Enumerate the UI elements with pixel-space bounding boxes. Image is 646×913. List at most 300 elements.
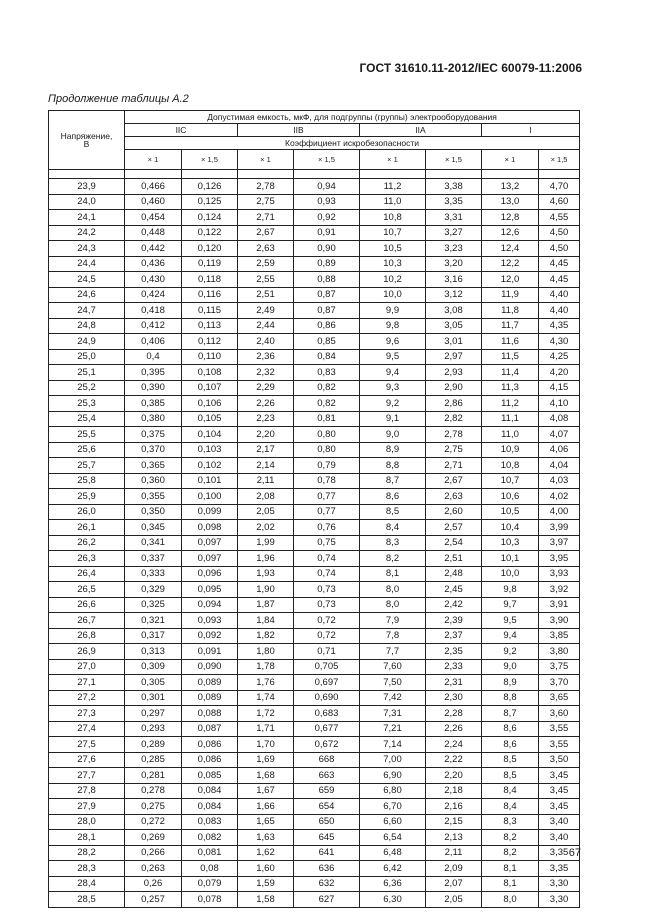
capacitance-cell: 0,092: [182, 628, 238, 644]
capacitance-cell: 0,293: [125, 721, 182, 737]
capacitance-cell: 3,12: [426, 287, 482, 303]
capacitance-cell: 0,73: [294, 597, 360, 613]
capacitance-cell: 10,9: [482, 442, 539, 458]
capacitance-cell: 0,74: [294, 551, 360, 567]
capacitance-cell: 2,23: [238, 411, 294, 427]
capacitance-cell: 1,87: [238, 597, 294, 613]
capacitance-cell: 0,098: [182, 520, 238, 536]
capacitance-cell: 0,090: [182, 659, 238, 675]
capacitance-cell: 0,87: [294, 303, 360, 319]
capacitance-cell: 2,11: [238, 473, 294, 489]
capacitance-cell: 0,412: [125, 318, 182, 334]
capacitance-cell: 1,69: [238, 752, 294, 768]
voltage-cell: 25,7: [49, 458, 125, 474]
capacitance-cell: 1,84: [238, 613, 294, 629]
table-row: [49, 334, 580, 350]
capacitance-cell: 9,4: [482, 628, 539, 644]
capacitance-cell: 0,91: [294, 225, 360, 241]
capacitance-cell: 0,085: [182, 768, 238, 784]
capacitance-cell: 0,088: [182, 706, 238, 722]
capacitance-cell: 2,24: [426, 737, 482, 753]
capacitance-cell: 7,31: [360, 706, 426, 722]
capacitance-cell: 0,105: [182, 411, 238, 427]
capacitance-cell: 6,48: [360, 845, 426, 861]
capacitance-cell: 2,67: [426, 473, 482, 489]
table-row: [49, 597, 580, 613]
capacitance-cell: 8,7: [360, 473, 426, 489]
capacitance-cell: 2,40: [238, 334, 294, 350]
table-row: [49, 566, 580, 582]
voltage-cell: 25,1: [49, 365, 125, 381]
capacitance-cell: 4,08: [539, 411, 580, 427]
capacitance-cell: 2,05: [238, 504, 294, 520]
capacitance-cell: 0,107: [182, 380, 238, 396]
capacitance-cell: 3,05: [426, 318, 482, 334]
multiplier-header: × 1: [360, 150, 426, 170]
capacitance-cell: 0,101: [182, 473, 238, 489]
capacitance-cell: 2,93: [426, 365, 482, 381]
capacitance-cell: 0,08: [182, 861, 238, 877]
voltage-cell: 24,6: [49, 287, 125, 303]
capacitance-cell: 9,1: [360, 411, 426, 427]
capacitance-cell: 8,4: [360, 520, 426, 536]
capacitance-cell: 10,7: [482, 473, 539, 489]
capacitance-cell: 2,75: [238, 194, 294, 210]
capacitance-cell: 0,325: [125, 597, 182, 613]
capacitance-cell: 632: [294, 876, 360, 892]
voltage-cell: 27,2: [49, 690, 125, 706]
capacitance-cell: 0,77: [294, 489, 360, 505]
capacitance-cell: 6,42: [360, 861, 426, 877]
table-row: [49, 845, 580, 861]
capacitance-cell: 0,297: [125, 706, 182, 722]
capacitance-cell: 9,5: [360, 349, 426, 365]
capacitance-cell: 4,03: [539, 473, 580, 489]
capacitance-cell: 13,2: [482, 179, 539, 195]
capacitance-cell: 8,1: [482, 861, 539, 877]
capacitance-cell: 10,4: [482, 520, 539, 536]
capacitance-cell: 0,100: [182, 489, 238, 505]
capacitance-cell: 0,4: [125, 349, 182, 365]
voltage-cell: 27,5: [49, 737, 125, 753]
capacitance-cell: 6,80: [360, 783, 426, 799]
capacitance-cell: 2,54: [426, 535, 482, 551]
capacitance-cell: 8,2: [482, 830, 539, 846]
voltage-cell: 27,8: [49, 783, 125, 799]
capacitance-cell: 0,087: [182, 721, 238, 737]
capacitance-cell: 4,55: [539, 210, 580, 226]
capacitance-cell: 0,104: [182, 427, 238, 443]
capacitance-cell: 0,301: [125, 690, 182, 706]
capacitance-cell: 0,081: [182, 845, 238, 861]
capacitance-cell: 0,75: [294, 535, 360, 551]
capacitance-cell: 2,45: [426, 582, 482, 598]
capacitance-cell: 0,71: [294, 644, 360, 660]
capacitance-cell: 11,0: [482, 427, 539, 443]
capacitance-cell: 1,72: [238, 706, 294, 722]
capacitance-cell: 7,60: [360, 659, 426, 675]
multiplier-header: × 1: [238, 150, 294, 170]
capacitance-cell: 4,20: [539, 365, 580, 381]
capacitance-cell: 668: [294, 752, 360, 768]
capacitance-cell: 0,124: [182, 210, 238, 226]
table-row: [49, 628, 580, 644]
voltage-cell: 26,5: [49, 582, 125, 598]
capacitance-cell: 2,75: [426, 442, 482, 458]
table-row: [49, 442, 580, 458]
capacitance-cell: 0,90: [294, 241, 360, 257]
capacitance-cell: 0,281: [125, 768, 182, 784]
capacitance-cell: 2,07: [426, 876, 482, 892]
capacitance-cell: 4,45: [539, 272, 580, 288]
table-row: [49, 380, 580, 396]
capacitance-cell: 4,60: [539, 194, 580, 210]
table-row: [49, 427, 580, 443]
table-row: [49, 318, 580, 334]
capacitance-cell: 10,0: [482, 566, 539, 582]
capacitance-cell: 12,2: [482, 256, 539, 272]
capacitance-cell: 9,9: [360, 303, 426, 319]
capacitance-cell: 4,04: [539, 458, 580, 474]
table-caption: Продолжение таблицы А.2: [48, 93, 189, 105]
capacitance-cell: 2,15: [426, 814, 482, 830]
capacitance-cell: 3,95: [539, 551, 580, 567]
capacitance-cell: 4,40: [539, 287, 580, 303]
table-row: [49, 504, 580, 520]
voltage-cell: 28,5: [49, 892, 125, 908]
capacitance-cell: 3,27: [426, 225, 482, 241]
capacitance-cell: 3,55: [539, 721, 580, 737]
multiplier-header: × 1,5: [426, 150, 482, 170]
capacitance-cell: 0,089: [182, 690, 238, 706]
voltage-cell: 26,4: [49, 566, 125, 582]
voltage-cell: 28,0: [49, 814, 125, 830]
capacitance-cell: 0,94: [294, 179, 360, 195]
table-row: [49, 241, 580, 257]
capacitance-cell: 0,395: [125, 365, 182, 381]
capacitance-cell: 2,20: [238, 427, 294, 443]
table-row: [49, 830, 580, 846]
table-row: [49, 303, 580, 319]
capacitance-cell: 0,683: [294, 706, 360, 722]
capacitance-cell: 2,60: [426, 504, 482, 520]
capacitance-cell: 0,83: [294, 365, 360, 381]
voltage-cell: 24,2: [49, 225, 125, 241]
table-row: [49, 272, 580, 288]
capacitance-cell: 0,424: [125, 287, 182, 303]
table-row: [49, 892, 580, 908]
capacitance-cell: 2,26: [426, 721, 482, 737]
capacitance-cell: 0,329: [125, 582, 182, 598]
capacitance-cell: 0,84: [294, 349, 360, 365]
capacitance-cell: 0,442: [125, 241, 182, 257]
capacitance-cell: 4,00: [539, 504, 580, 520]
capacitance-cell: 3,90: [539, 613, 580, 629]
capacitance-cell: 8,8: [482, 690, 539, 706]
capacitance-cell: 3,65: [539, 690, 580, 706]
capacitance-cell: 3,60: [539, 706, 580, 722]
table-row: [49, 799, 580, 815]
capacitance-cell: 1,63: [238, 830, 294, 846]
capacitance-cell: 2,57: [426, 520, 482, 536]
table-row: [49, 458, 580, 474]
capacitance-cell: 2,16: [426, 799, 482, 815]
capacitance-cell: 3,38: [426, 179, 482, 195]
capacitance-cell: 9,2: [482, 644, 539, 660]
capacitance-cell: 0,460: [125, 194, 182, 210]
capacitance-cell: 0,89: [294, 256, 360, 272]
voltage-cell: 26,9: [49, 644, 125, 660]
capacitance-cell: 3,31: [426, 210, 482, 226]
voltage-cell: 26,0: [49, 504, 125, 520]
capacitance-cell: 11,6: [482, 334, 539, 350]
capacitance-cell: 1,96: [238, 551, 294, 567]
capacitance-cell: 0,082: [182, 830, 238, 846]
capacitance-cell: 0,345: [125, 520, 182, 536]
capacitance-cell: 6,60: [360, 814, 426, 830]
capacitance-cell: 0,697: [294, 675, 360, 691]
capacitance-cell: 0,106: [182, 396, 238, 412]
table-body: [49, 179, 580, 908]
capacitance-cell: 2,44: [238, 318, 294, 334]
capacitance-cell: 0,74: [294, 566, 360, 582]
capacitance-cell: 2,14: [238, 458, 294, 474]
capacitance-cell: 1,74: [238, 690, 294, 706]
capacitance-cell: 8,6: [482, 737, 539, 753]
capacitance-cell: 2,63: [426, 489, 482, 505]
capacitance-cell: 0,76: [294, 520, 360, 536]
capacitance-cell: 2,97: [426, 349, 482, 365]
capacitance-cell: 7,42: [360, 690, 426, 706]
voltage-cell: 26,1: [49, 520, 125, 536]
capacitance-cell: 4,15: [539, 380, 580, 396]
voltage-cell: 27,7: [49, 768, 125, 784]
capacitance-cell: 11,2: [482, 396, 539, 412]
capacitance-cell: 0,80: [294, 427, 360, 443]
capacitance-cell: 11,5: [482, 349, 539, 365]
capacitance-cell: 8,1: [360, 566, 426, 582]
capacitance-cell: 2,48: [426, 566, 482, 582]
capacitance-cell: 0,263: [125, 861, 182, 877]
table-row: [49, 411, 580, 427]
capacitance-cell: 0,705: [294, 659, 360, 675]
capacitance-cell: 0,337: [125, 551, 182, 567]
voltage-cell: 25,0: [49, 349, 125, 365]
capacitance-cell: 4,30: [539, 334, 580, 350]
capacitance-cell: 0,079: [182, 876, 238, 892]
capacitance-cell: 11,1: [482, 411, 539, 427]
capacitance-cell: 1,78: [238, 659, 294, 675]
capacitance-cell: 0,266: [125, 845, 182, 861]
table-row: [49, 535, 580, 551]
capacitance-cell: 3,40: [539, 814, 580, 830]
capacitance-cell: 3,75: [539, 659, 580, 675]
voltage-cell: 24,0: [49, 194, 125, 210]
capacitance-cell: 0,390: [125, 380, 182, 396]
capacitance-cell: 2,36: [238, 349, 294, 365]
voltage-cell: 27,1: [49, 675, 125, 691]
capacitance-cell: 0,275: [125, 799, 182, 815]
capacitance-cell: 0,690: [294, 690, 360, 706]
capacitance-cell: 1,59: [238, 876, 294, 892]
capacitance-cell: 8,5: [482, 768, 539, 784]
voltage-cell: 25,6: [49, 442, 125, 458]
capacitance-cell: 2,90: [426, 380, 482, 396]
capacitance-cell: 11,8: [482, 303, 539, 319]
capacitance-cell: 3,55: [539, 737, 580, 753]
capacitance-cell: 9,0: [482, 659, 539, 675]
capacitance-cell: 9,4: [360, 365, 426, 381]
voltage-cell: 24,3: [49, 241, 125, 257]
table-row: [49, 721, 580, 737]
capacitance-cell: 2,28: [426, 706, 482, 722]
capacitance-cell: 8,2: [482, 845, 539, 861]
capacitance-cell: 10,5: [360, 241, 426, 257]
capacitance-cell: 4,45: [539, 256, 580, 272]
table-row: [49, 876, 580, 892]
capacitance-cell: 0,385: [125, 396, 182, 412]
capacitance-cell: 3,92: [539, 582, 580, 598]
capacitance-cell: 12,6: [482, 225, 539, 241]
capacitance-cell: 1,80: [238, 644, 294, 660]
capacitance-cell: 2,20: [426, 768, 482, 784]
capacitance-cell: 1,71: [238, 721, 294, 737]
table-row: [49, 489, 580, 505]
capacitance-cell: 8,9: [482, 675, 539, 691]
voltage-cell: 28,4: [49, 876, 125, 892]
capacitance-cell: 4,50: [539, 241, 580, 257]
capacitance-cell: 4,06: [539, 442, 580, 458]
capacitance-cell: 1,62: [238, 845, 294, 861]
voltage-cell: 24,7: [49, 303, 125, 319]
table-row: [49, 706, 580, 722]
capacitance-cell: 9,8: [482, 582, 539, 598]
capacitance-cell: 0,126: [182, 179, 238, 195]
capacitance-cell: 9,6: [360, 334, 426, 350]
capacitance-cell: 0,360: [125, 473, 182, 489]
voltage-cell: 25,5: [49, 427, 125, 443]
capacitance-cell: 0,85: [294, 334, 360, 350]
capacitance-cell: 0,73: [294, 582, 360, 598]
capacitance-cell: 0,87: [294, 287, 360, 303]
voltage-cell: 24,1: [49, 210, 125, 226]
capacitance-cell: 11,7: [482, 318, 539, 334]
capacitance-cell: 2,02: [238, 520, 294, 536]
capacitance-cell: 0,309: [125, 659, 182, 675]
capacitance-cell: 3,20: [426, 256, 482, 272]
capacitance-cell: 641: [294, 845, 360, 861]
capacitance-cell: 0,430: [125, 272, 182, 288]
capacitance-cell: 0,365: [125, 458, 182, 474]
capacitance-cell: 3,50: [539, 752, 580, 768]
capacitance-cell: 1,99: [238, 535, 294, 551]
capacitance-cell: 4,10: [539, 396, 580, 412]
capacitance-cell: 2,67: [238, 225, 294, 241]
capacitance-cell: 11,4: [482, 365, 539, 381]
multiplier-header: × 1,5: [182, 150, 238, 170]
capacitance-cell: 0,269: [125, 830, 182, 846]
capacitance-cell: 0,108: [182, 365, 238, 381]
capacitance-cell: 650: [294, 814, 360, 830]
capacitance-cell: 0,380: [125, 411, 182, 427]
capacitance-cell: 2,32: [238, 365, 294, 381]
capacitance-cell: 8,9: [360, 442, 426, 458]
capacitance-cell: 2,51: [426, 551, 482, 567]
capacitance-cell: 9,5: [482, 613, 539, 629]
voltage-cell: 26,3: [49, 551, 125, 567]
capacitance-cell: 7,8: [360, 628, 426, 644]
capacitance-cell: 9,7: [482, 597, 539, 613]
capacitance-cell: 2,63: [238, 241, 294, 257]
capacitance-cell: 3,45: [539, 783, 580, 799]
table-row: [49, 551, 580, 567]
capacitance-cell: 0,92: [294, 210, 360, 226]
voltage-cell: 28,1: [49, 830, 125, 846]
table-row: [49, 287, 580, 303]
capacitance-cell: 663: [294, 768, 360, 784]
capacitance-cell: 3,70: [539, 675, 580, 691]
capacitance-cell: 0,113: [182, 318, 238, 334]
capacitance-cell: 0,677: [294, 721, 360, 737]
capacitance-cell: 0,097: [182, 551, 238, 567]
table-row: [49, 675, 580, 691]
capacitance-cell: 0,122: [182, 225, 238, 241]
table-row: [49, 256, 580, 272]
capacitance-cell: 3,80: [539, 644, 580, 660]
capacitance-cell: 0,72: [294, 628, 360, 644]
voltage-cell: 24,4: [49, 256, 125, 272]
capacitance-cell: 0,115: [182, 303, 238, 319]
capacitance-cell: 2,33: [426, 659, 482, 675]
document-standard-header: ГОСТ 31610.11-2012/IEC 60079-11:2006: [359, 61, 582, 75]
capacitance-cell: 7,14: [360, 737, 426, 753]
capacitance-cell: 6,30: [360, 892, 426, 908]
capacitance-cell: 6,36: [360, 876, 426, 892]
voltage-cell: 26,8: [49, 628, 125, 644]
capacitance-cell: 8,0: [482, 892, 539, 908]
capacitance-cell: 0,82: [294, 380, 360, 396]
capacitance-cell: 0,88: [294, 272, 360, 288]
capacitance-cell: 1,68: [238, 768, 294, 784]
capacitance-cell: 0,305: [125, 675, 182, 691]
capacitance-cell: 7,9: [360, 613, 426, 629]
capacitance-cell: 9,0: [360, 427, 426, 443]
capacitance-cell: 0,285: [125, 752, 182, 768]
capacitance-cell: 0,116: [182, 287, 238, 303]
multiplier-header: × 1: [482, 150, 539, 170]
capacitance-cell: 654: [294, 799, 360, 815]
multiplier-header: × 1: [125, 150, 182, 170]
voltage-cell: 24,9: [49, 334, 125, 350]
voltage-cell: 25,9: [49, 489, 125, 505]
capacitance-cell: 0,099: [182, 504, 238, 520]
capacitance-cell: 0,321: [125, 613, 182, 629]
capacitance-cell: 2,35: [426, 644, 482, 660]
capacitance-cell: 7,50: [360, 675, 426, 691]
capacitance-cell: 8,8: [360, 458, 426, 474]
capacitance-cell: 2,82: [426, 411, 482, 427]
header-spacer-row: [49, 170, 580, 179]
capacitance-cell: 2,05: [426, 892, 482, 908]
capacitance-cell: 0,289: [125, 737, 182, 753]
table-row: [49, 520, 580, 536]
capacitance-cell: 0,406: [125, 334, 182, 350]
multiplier-header: × 1,5: [294, 150, 360, 170]
capacitance-cell: 0,089: [182, 675, 238, 691]
capacitance-cell: 4,70: [539, 179, 580, 195]
capacitance-cell: 2,22: [426, 752, 482, 768]
capacitance-cell: 2,51: [238, 287, 294, 303]
